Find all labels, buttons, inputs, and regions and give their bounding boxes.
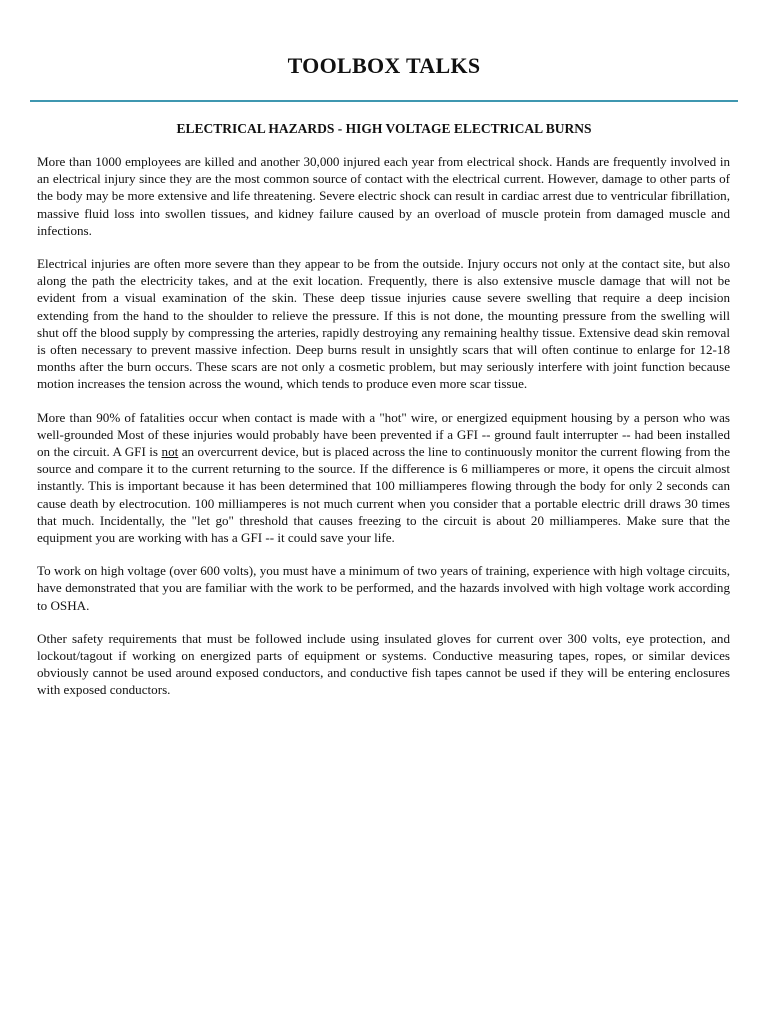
paragraph-3-before: More than 90% of fatalities occur when contact is made with a "hot" wire, or energized equipment housing by a person who was well-grounded Most of these injuries would probably have been prevented if a GFI -- ground fault interrupter -- had been installed on the circuit. A GFI is xyxy=(37,409,730,460)
page-title: TOOLBOX TALKS xyxy=(287,53,481,78)
paragraph-5: Other safety requirements that must be followed include using insulated gloves for current over 300 volts, eye protection, and lockout/tagout if working on energized parts of equipment or systems. Conductive measuring tapes, ropes, or similar devices obviously cannot be used around exposed conductors, and conductive fish tapes cannot be used if they will be entering enclosures with exposed conductors. xyxy=(37,630,730,698)
emphasis-not: not xyxy=(161,444,179,460)
title-divider xyxy=(30,100,738,102)
article-body xyxy=(37,153,730,715)
paragraph-3 xyxy=(37,409,730,547)
paragraph-3-after: an overcurrent device, but is placed across the line to continuously monitor the current flowing from the source and compare it to the current returning to the source. If the difference is 6 milliamperes or more, it opens the circuit almost instantly. This is important because it has been determined that 100 milliamperes flowing through the body for only 2 seconds can cause death by electrocution. 100 milliamperes is not much current when you consider that a portable electric drill draws 30 times that much. Incidentally, the "let go" threshold that causes freezing to the circuit is about 20 milliamperes. Make sure that the equipment you are working with has a GFI -- it could save your life. xyxy=(37,444,731,546)
paragraph-1: More than 1000 employees are killed and another 30,000 injured each year from electrical shock. Hands are frequently involved in an electrical injury since they are the most common source of contact with the electrical current. However, damage to other parts of the body may be more extensive and life threatening. Severe electric shock can result in cardiac arrest due to ventricular fibrillation, massive fluid loss into swollen tissues, and kidney failure caused by an overload of muscle protein from damaged muscle and infections. xyxy=(37,154,730,238)
paragraph-2: Electrical injuries are often more severe than they appear to be from the outside. Injury occurs not only at the contact site, but also along the path the electricity takes, and at the exit location. Frequently, there is also extensive muscle damage that will not be evident from a visual examination of the skin. These deep tissue injuries cause severe swelling that require a deep incision extending from the hand to the shoulder to relieve the pressure. If this is not done, the mounting pressure from the swelling will shut off the blood supply by compressing the arteries, rapidly destroying any remaining healthy tissue. Extensive dead skin removal is often necessary to prevent massive infection. Deep burns result in unsightly scars that will often continue to enlarge for 12-18 months after the burn occurs. These scars are not only a cosmetic problem, but may seriously interfere with joint function because motion increases the tension across the wound, which tends to produce even more scar tissue. xyxy=(37,256,730,392)
paragraph-4: To work on high voltage (over 600 volts), you must have a minimum of two years of training, experience with high voltage circuits, have demonstrated that you are familiar with the work to be performed, and the hazards involved with high voltage work according to OSHA. xyxy=(37,563,730,613)
section-heading: ELECTRICAL HAZARDS - HIGH VOLTAGE ELECTRICAL BURNS xyxy=(176,121,592,136)
